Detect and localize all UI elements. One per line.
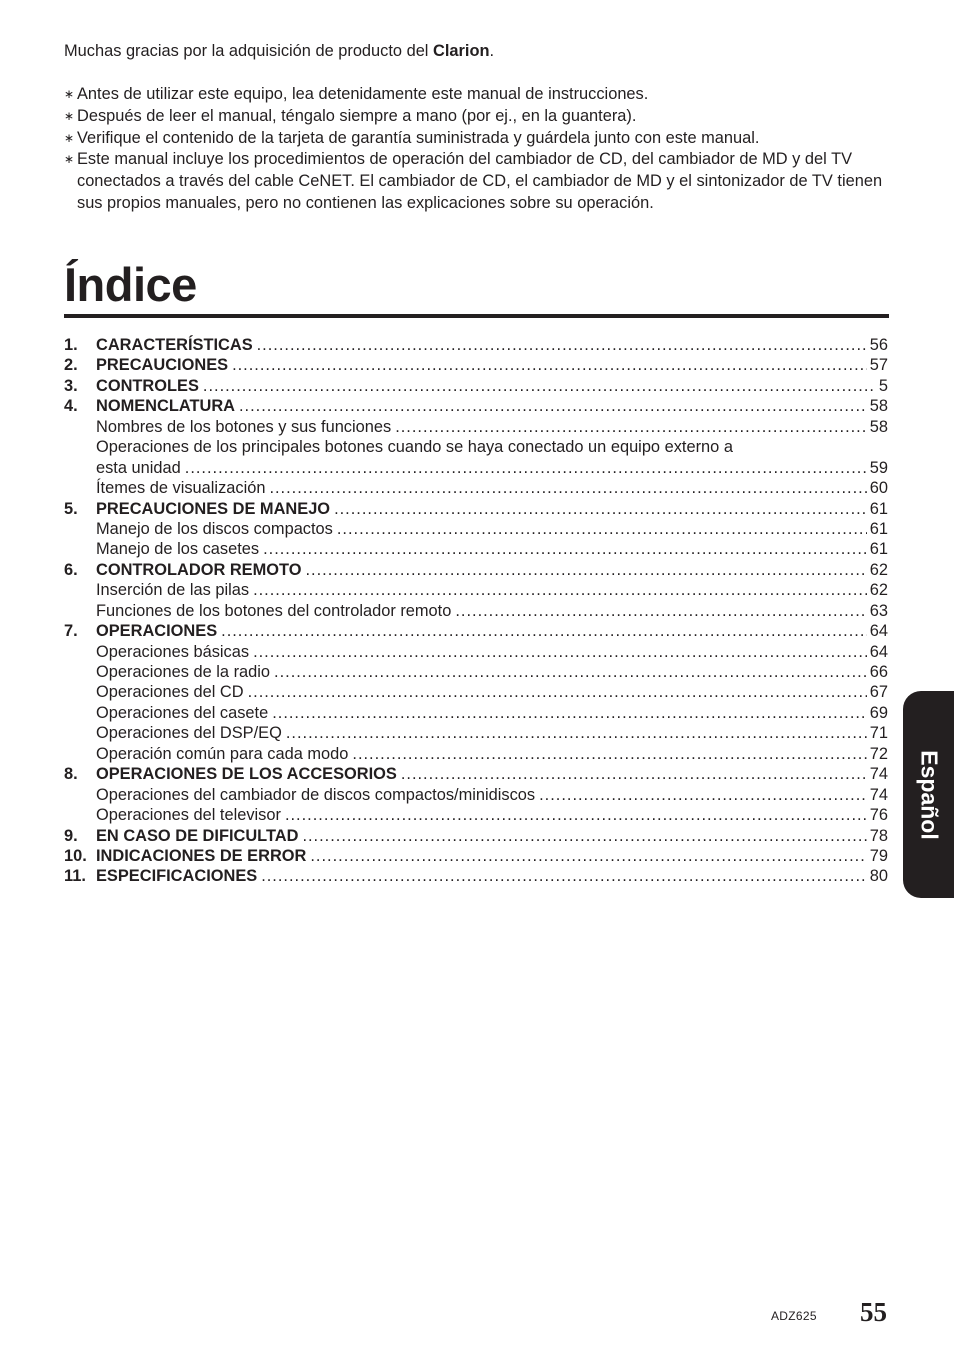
toc-label: PRECAUCIONES DE MANEJO <box>96 499 331 518</box>
toc-row[interactable] <box>64 458 888 478</box>
toc-entry <box>96 478 888 498</box>
toc-leader-dots <box>257 335 867 355</box>
toc-row[interactable] <box>64 580 888 600</box>
toc-row[interactable] <box>64 703 888 723</box>
toc-label: CONTROLADOR REMOTO <box>96 560 302 579</box>
toc-row[interactable] <box>64 805 888 825</box>
toc-label: Manejo de los casetes <box>96 540 260 559</box>
asterisk-icon: ∗ <box>64 87 75 101</box>
language-tab-label: Español <box>916 749 942 840</box>
toc-row[interactable] <box>64 560 888 580</box>
toc-page: 71 <box>869 724 888 743</box>
note-text: Verifique el contenido de la tarjeta de garantía suministrada y guárdela junto con este manual. <box>77 128 760 147</box>
toc-label: Operación común para cada modo <box>96 744 349 763</box>
toc-row[interactable] <box>64 396 888 416</box>
toc-label: EN CASO DE DIFICULTAD <box>96 826 299 845</box>
toc-number: 10. <box>64 846 87 865</box>
note-text: Antes de utilizar este equipo, lea detenidamente este manual de instrucciones. <box>77 85 649 103</box>
toc-row[interactable] <box>64 723 888 743</box>
toc-number: 4. <box>64 397 78 416</box>
toc-entry <box>96 396 888 416</box>
toc-label: NOMENCLATURA <box>96 397 235 416</box>
toc-entry <box>96 723 888 743</box>
toc-page: 74 <box>869 765 888 784</box>
toc-row[interactable] <box>64 846 888 866</box>
note-item <box>64 84 890 106</box>
note-item <box>64 149 890 214</box>
toc-entry <box>96 458 888 478</box>
toc-leader-dots <box>253 642 867 662</box>
toc-label: Operaciones de la radio <box>96 663 271 681</box>
toc-page: 80 <box>869 867 888 886</box>
model-number: ADZ625 <box>771 1309 817 1323</box>
toc-number: 3. <box>64 376 78 395</box>
toc-row[interactable] <box>64 662 888 682</box>
toc-row[interactable] <box>64 335 888 355</box>
toc-page: 66 <box>869 663 888 681</box>
toc-label: OPERACIONES <box>96 622 218 641</box>
toc-label: Operaciones del casete <box>96 703 269 722</box>
toc-row[interactable] <box>64 785 888 805</box>
brand-name: Clarion <box>433 42 490 60</box>
toc-leader-dots <box>261 866 867 886</box>
note-text: Este manual incluye los procedimientos de operación del cambiador de CD, del cambiador de MD y del TV conectados a través del cable CeNET. El cambiador de CD, el cambiador de MD y el sintonizador de TV tienen sus propios manuales, pero no contienen las explicaciones sobre su operación. <box>77 150 883 212</box>
toc-page: 79 <box>869 846 888 865</box>
toc-number: 6. <box>64 560 78 579</box>
toc-page: 63 <box>869 601 888 620</box>
toc-page: 78 <box>869 826 888 845</box>
toc-row[interactable] <box>64 826 888 846</box>
toc-label: Operaciones del DSP/EQ <box>96 724 282 743</box>
toc-leader-dots <box>352 744 866 764</box>
toc-entry <box>96 499 888 519</box>
toc-leader-dots <box>203 376 876 396</box>
toc-page: 60 <box>869 479 888 498</box>
toc-label: Operaciones del televisor <box>96 806 281 825</box>
toc-page: 72 <box>869 744 888 763</box>
toc-entry <box>96 580 888 600</box>
toc-page: 76 <box>869 806 888 825</box>
toc-page: 67 <box>869 683 888 702</box>
toc-entry <box>96 662 888 682</box>
toc-entry <box>96 642 888 662</box>
toc-number: 8. <box>64 765 78 784</box>
toc-number: 2. <box>64 356 78 375</box>
toc-label: CARACTERÍSTICAS <box>96 336 253 354</box>
asterisk-icon: ∗ <box>64 130 75 145</box>
toc-leader-dots <box>272 703 867 723</box>
language-tab <box>903 691 954 898</box>
toc-leader-dots <box>302 826 866 846</box>
toc-page: 59 <box>869 458 888 477</box>
toc-number: 5. <box>64 499 78 518</box>
toc-page: 58 <box>869 397 888 416</box>
toc-entry <box>96 805 888 825</box>
toc-leader-dots <box>263 539 867 559</box>
toc-label: Operaciones del cambiador de discos compactos/minidiscos <box>96 785 536 804</box>
title-rule <box>64 314 889 318</box>
note-item <box>64 106 890 128</box>
toc-label: OPERACIONES DE LOS ACCESORIOS <box>96 765 397 784</box>
toc-entry <box>96 826 888 846</box>
toc-number: 1. <box>64 336 78 354</box>
toc-entry <box>96 519 888 539</box>
toc-leader-dots <box>455 601 866 621</box>
toc-label: Ítemes de visualización <box>96 479 266 498</box>
toc-label: CONTROLES <box>96 376 199 395</box>
toc-page: 61 <box>869 519 888 538</box>
toc-label: Operaciones de los principales botones cuando se haya conectado un equipo externo a <box>96 438 733 457</box>
toc-label: Inserción de las pilas <box>96 581 250 600</box>
toc-row[interactable] <box>64 601 888 621</box>
toc-row[interactable] <box>64 539 888 559</box>
toc-page: 62 <box>869 560 888 579</box>
toc-label: Funciones de los botones del controlador remoto <box>96 601 452 620</box>
toc-entry <box>96 539 888 559</box>
toc-label: esta unidad <box>96 458 181 477</box>
toc-entry <box>96 703 888 723</box>
toc-page: 61 <box>869 540 888 559</box>
toc-page: 58 <box>869 417 888 436</box>
toc-number: 9. <box>64 826 78 845</box>
thanks-line <box>64 40 890 62</box>
toc-entry <box>96 682 888 702</box>
toc-leader-dots <box>305 560 866 580</box>
toc-label: INDICACIONES DE ERROR <box>96 846 307 865</box>
page-title: Índice <box>64 258 197 311</box>
toc-entry <box>96 866 888 886</box>
toc-page: 5 <box>878 376 888 395</box>
toc-label: Manejo de los discos compactos <box>96 519 333 538</box>
toc-row[interactable] <box>64 417 888 437</box>
toc-row[interactable] <box>64 621 888 641</box>
toc-leader-dots <box>539 785 867 805</box>
toc-row[interactable] <box>64 355 888 375</box>
toc-entry <box>96 560 888 580</box>
toc-leader-dots <box>232 355 867 375</box>
toc-row[interactable] <box>64 499 888 519</box>
toc-leader-dots <box>395 417 867 437</box>
toc-leader-dots <box>334 499 867 519</box>
toc-row[interactable] <box>64 744 888 764</box>
toc-leader-dots <box>253 580 867 600</box>
toc-leader-dots <box>248 682 867 702</box>
toc-page: 56 <box>869 336 888 354</box>
page-number: 55 <box>860 1297 887 1327</box>
toc-entry <box>96 601 888 621</box>
intro-section <box>64 40 890 215</box>
toc-number: 7. <box>64 622 78 641</box>
toc-page: 57 <box>869 356 888 375</box>
thanks-suffix: . <box>489 42 495 60</box>
toc-entry <box>96 785 888 805</box>
toc-number: 11. <box>64 867 86 886</box>
asterisk-icon: ∗ <box>64 108 75 123</box>
toc-entry <box>96 764 888 784</box>
toc-leader-dots <box>286 723 867 743</box>
toc-page: 64 <box>869 642 888 661</box>
toc-page: 61 <box>869 499 888 518</box>
toc-page: 74 <box>869 785 888 804</box>
toc-leader-dots <box>337 519 867 539</box>
toc-entry <box>96 744 888 764</box>
toc-entry <box>96 437 888 457</box>
note-item <box>64 128 890 150</box>
table-of-contents <box>64 335 888 887</box>
toc-leader-dots <box>185 458 867 478</box>
toc-row[interactable] <box>64 519 888 539</box>
toc-row[interactable] <box>64 866 888 886</box>
toc-label: Nombres de los botones y sus funciones <box>96 417 392 436</box>
toc-label: Operaciones básicas <box>96 642 250 661</box>
toc-leader-dots <box>310 846 866 866</box>
toc-label: Operaciones del CD <box>96 683 244 702</box>
toc-page: 62 <box>869 581 888 600</box>
toc-leader-dots <box>401 764 867 784</box>
toc-label: ESPECIFICACIONES <box>96 867 258 886</box>
thanks-prefix: Muchas gracias por la adquisición de producto del <box>64 42 434 60</box>
toc-entry <box>96 355 888 375</box>
note-text: Después de leer el manual, téngalo siempre a mano (por ej., en la guantera). <box>77 106 637 125</box>
toc-label: PRECAUCIONES <box>96 356 229 375</box>
toc-entry <box>96 335 888 355</box>
toc-leader-dots <box>269 478 866 498</box>
toc-row[interactable] <box>64 437 888 457</box>
toc-row[interactable] <box>64 376 888 396</box>
toc-page: 64 <box>869 622 888 641</box>
toc-leader-dots <box>285 805 867 825</box>
asterisk-icon: ∗ <box>64 152 75 167</box>
notes-list <box>64 84 890 215</box>
toc-leader-dots <box>239 396 867 416</box>
toc-entry <box>96 846 888 866</box>
toc-leader-dots <box>274 662 867 682</box>
toc-entry <box>96 376 888 396</box>
toc-row[interactable] <box>64 764 888 784</box>
toc-row[interactable] <box>64 682 888 702</box>
toc-leader-dots <box>221 621 867 641</box>
toc-row[interactable] <box>64 478 888 498</box>
toc-row[interactable] <box>64 642 888 662</box>
toc-entry <box>96 417 888 437</box>
toc-page: 69 <box>869 703 888 722</box>
toc-entry <box>96 621 888 641</box>
